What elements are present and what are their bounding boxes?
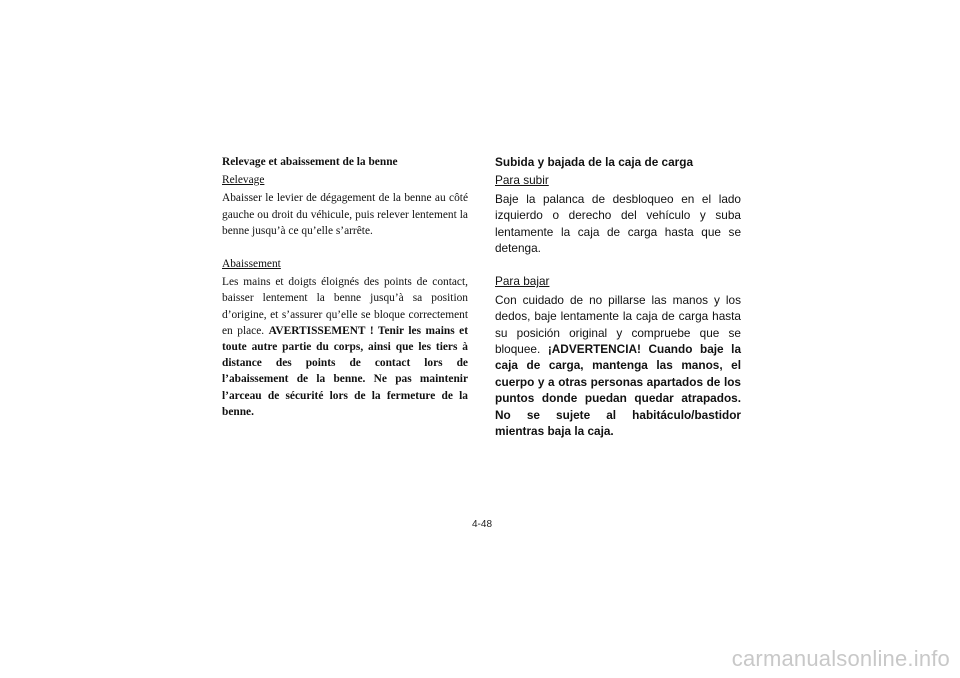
french-column [222,154,468,420]
watermark: carmanualsonline.info [731,646,950,671]
spacer [495,256,741,273]
lower-text-es: Con cuidado de no pillarse las manos y los dedos, baje lentamente la caja de carga hasta su posición original y compruebe que se bloquee. [495,292,741,357]
lower-text-fr: Les mains et doigts éloignés des points de contact, baisser lentement la benne jusqu’à sa position d’origine, et s’assurer qu’elle se bloque correctement en place. [222,276,468,337]
paragraph-lower-fr [222,274,468,420]
page-number: 4-48 [472,519,493,530]
spanish-column [495,154,741,440]
paragraph-raise-es: Baje la palanca de desbloqueo en el lado izquierdo o derecho del vehículo y suba lentamente la caja de carga hasta que se detenga. [495,191,741,256]
paragraph-lower-es [495,292,741,440]
subheading-lower-fr: Abaissement [222,258,281,271]
section-heading-es: Subida y bajada de la caja de carga [495,155,694,169]
warning-text-fr: AVERTISSEMENT ! Tenir les mains et toute autre partie du corps, ainsi que les tiers à distance des points de contact lors de l’abaissement de la benne. Ne pas maintenir l’arceau de sécurité lors de la fermeture de la benne. [222,324,468,418]
warning-text-es: ¡ADVERTENCIA! Cuando baje la caja de carga, mantenga las manos, el cuerpo y a otras personas apartados de los puntos donde puedan quedar atrapados. No se sujete al habitáculo/bastidor mientras baja la caja. [495,342,742,439]
section-heading-fr: Relevage et abaissement de la benne [222,156,398,168]
paragraph-raise-fr: Abaisser le levier de dégagement de la benne au côté gauche ou droit du véhicule, puis relever lentement la benne jusqu’à ce qu’elle s’arrête. [222,192,468,237]
subheading-raise-fr: Relevage [222,174,265,187]
subheading-raise-es: Para subir [495,173,549,188]
subheading-lower-es: Para bajar [495,274,550,289]
spacer [222,239,468,256]
